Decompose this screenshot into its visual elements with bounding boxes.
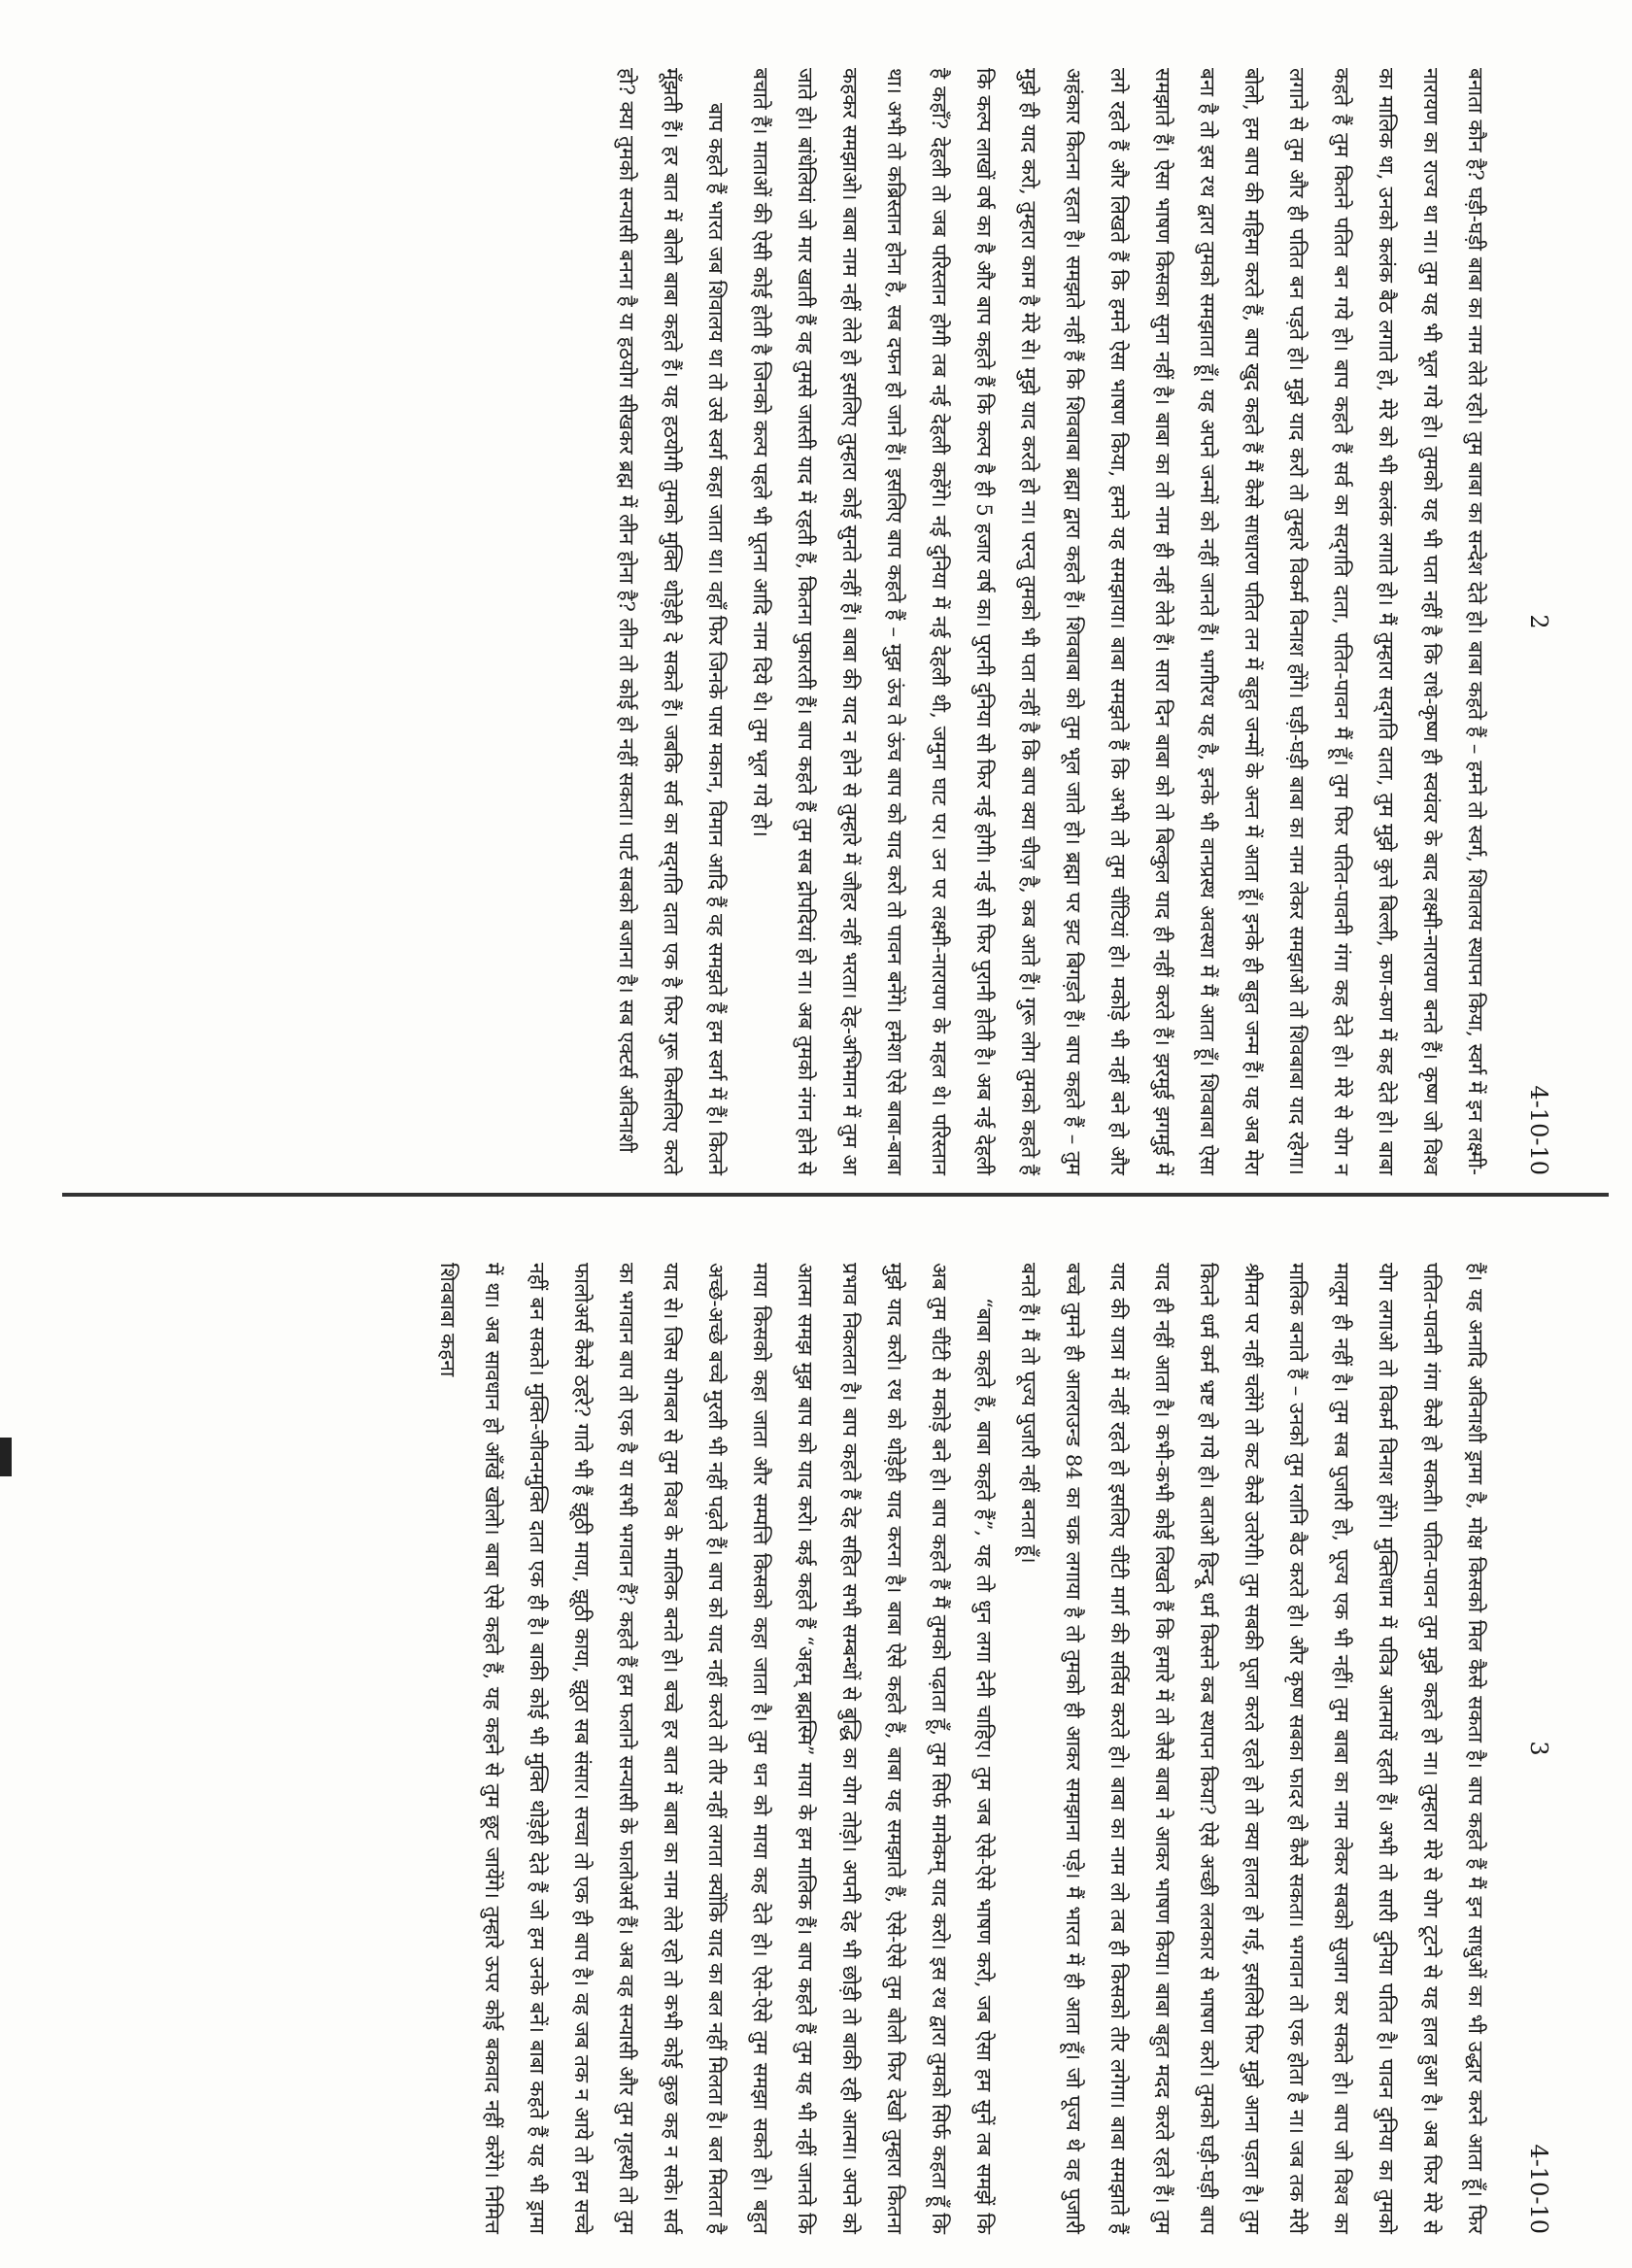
page-date: 4-10-10: [1525, 2144, 1552, 2234]
page-body: [604, 68, 1498, 1175]
page-header: [1512, 1263, 1554, 2234]
paragraph: “बाबा कहते हैं, बाबा कहते हैं”, यह तो धुन लगा देनी चाहिए। तुम जब ऐसे-ऐसे भाषण करो, जब ऐसा हम सुनें तब समझें कि अब तुम चींटी से मकोड़े बने हो। बाप कहते हैं मैं तुमको पढ़ाता हूँ, तुम सिर्फ मामेकम् याद करो। इस रथ द्वारा तुमको सिर्फ कहता हूँ कि मुझे याद करो। रथ को थोड़ेही याद करना है। बाबा ऐसे कहते हैं, बाबा यह समझाते हैं, ऐसे-ऐसे तुम बोलो फिर देखो तुम्हारा कितना प्रभाव निकलता है। बाप कहते हैं देह सहित सभी सम्बन्धों से बुद्धि का योग तोड़ो। अपनी देह भी छोड़ी तो बाकी रही आत्मा। अपने को आत्मा समझ मुझ बाप को याद करो। कई कहते हैं “अहम् ब्रह्मस्मि” माया के हम मालिक हैं। बाप कहते हैं तुम यह भी नहीं जानते कि माया किसको कहा जाता और सम्पत्ति किसको कहा जाता है। तुम धन को माया कह देते हो। ऐसे-ऐसे तुम समझा सकते हो। बहुत अच्छे-अच्छे बच्चे मुरली भी नहीं पढ़ते हैं। बाप को याद नहीं करते तो तीर नहीं लगता क्योंकि याद का बल नहीं मिलता है। बल मिलता है याद से। जिस योगबल से तुम विश्व के मालिक बनते हो। बच्चे हर बात में बाबा का नाम लेते रहो तो कभी कोई कुछ कह न सके। सर्व का भगवान बाप तो एक है या सभी भगवान हैं? कहते हैं हम फलाने सन्यासी के फालोअर्स हैं। अब वह सन्यासी और तुम गृहस्थी तो तुम फालोअर्स कैसे ठहरे? गाते भी हैं झूठी माया, झूठी काया, झूठा सब संसार। सच्चा तो एक ही बाप है। वह जब तक न आये तो हम सच्चे नहीं बन सकते। मुक्ति-जीवनमुक्ति दाता एक ही है। बाकी कोई भी मुक्ति थोड़ेही देते हैं जो हम उनके बनें। बाबा कहते हैं यह भी ड्रामा में था। अब सावधान हो आँखें खोलो। बाबा ऐसे कहते हैं, यह कहने से तुम छूट जायेंगे। तुम्हारे ऊपर कोई बकवाद नहीं करेंगे। निमित्त शिवबाबा कहना: [436, 1263, 996, 2234]
paragraph: बनाता कौन है? घड़ी-घड़ी बाबा का नाम लेते रहो। तुम बाबा का सन्देश देते हो। बाबा कहते हैं – हमने तो स्वर्ग, शिवालय स्थापन किया, स्वर्ग में इन लक्ष्मी-नारायण का राज्य था ना। तुम यह भी भूल गये हो। तुमको यह भी पता नहीं है कि राधे-कृष्ण ही स्वयंवर के बाद लक्ष्मी-नारायण बनते हैं। कृष्ण जो विश्व का मालिक था, उनको कलंक बैठ लगाते हो, मेरे को भी कलंक लगाते हो। मैं तुम्हारा सद्‌गति दाता, तुम मुझे कुत्ते बिल्ली, कण-कण में कह देते हो। बाबा कहते हैं तुम कितने पतित बन गये हो। बाप कहते हैं सर्व का सद्‌गति दाता, पतित-पावन मैं हूँ। तुम फिर पतित-पावनी गंगा कह देते हो। मेरे से योग न लगाने से तुम और ही पतित बन पड़ते हो। मुझे याद करो तो तुम्हारे विकर्म विनाश होंगे। घड़ी-घड़ी बाबा का नाम लेकर समझाओ तो शिवबाबा याद रहेगा। बोलो, हम बाप की महिमा करते हैं, बाप खुद कहते हैं मैं कैसे साधारण पतित तन में बहुत जन्मों के अन्त में आता हूँ। इनके ही बहुत जन्म हैं। यह अब मेरा बना है तो इस रथ द्वारा तुमको समझाता हूँ। यह अपने जन्मों को नहीं जानते हैं। भागीरथ यह है, इनके भी वानप्रस्थ अवस्था में मैं आता हूँ। शिवबाबा ऐसा समझाते हैं। ऐसा भाषण किसका सुना नहीं है। बाबा का तो नाम ही नहीं लेते हैं। सारा दिन बाबा को तो बिल्कुल याद ही नहीं करते हैं। झरमुई झगमुई में लगे रहते हैं और लिखते हैं कि हमने ऐसा भाषण किया, हमने यह समझाया। बाबा समझते हैं कि अभी तो तुम चींटियां हो। मकोड़े भी नहीं बने हो और अहंकार कितना रहता है। समझते नहीं हैं कि शिवबाबा ब्रह्मा द्वारा कहते हैं। शिवबाबा को तुम भूल जाते हो। ब्रह्मा पर झट बिगड़ते हैं। बाप कहते हैं – तुम मुझे ही याद करो, तुम्हारा काम है मेरे से। मुझे याद करते हो ना। परन्तु तुमको भी पता नहीं है कि बाप क्या चीज़ है, कब आते हैं। गुरू लोग तुमको कहते हैं कि कल्प लाखों वर्ष का है और बाप कहते हैं कि कल्प है ही 5 हजार वर्ष का। पुरानी दुनिया सो फिर नई होगी। नई सो फिर पुरानी होती है। अब नई देहली है कहाँ? देहली तो जब परिस्तान होगी तब नई देहली कहेंगे। नई दुनिया में नई देहली थी, जमुना घाट पर। उन पर लक्ष्मी-नारायण के महल थे। परिस्तान था। अभी तो कब्रिस्तान होना है, सब दफन हो जाने हैं। इसलिए बाप कहते हैं – मुझ ऊंच ते ऊंच बाप को याद करो तो पावन बनेंगे। हमेशा ऐसे बाबा-बाबा कहकर समझाओ। बाबा नाम नहीं लेते हो इसलिए तुम्हारा कोई सुनते नहीं हैं। बाबा की याद न होने से तुम्हारे में जौहर नहीं भरता। देह-अभिमान में तुम आ जाते हो। बांधेलियां जो मार खाती हैं वह तुमसे जास्ती याद में रहती हैं, कितना पुकारती हैं। बाप कहते हैं तुम सब द्रोपदियां हो ना। अब तुमको नंगन होने से बचाते हैं। माताओं की ऐसी कोई होती है जिनको कल्प पहले भी पूतना आदि नाम दिये थे। तुम भूल गये हो।: [749, 68, 1487, 1176]
page-2: [136, 68, 1554, 1175]
paragraph: बाप कहते हैं भारत जब शिवालय था तो उसे स्वर्ग कहा जाता था। वहाँ फिर जिनके पास मकान, विमान आदि हैं वह समझते हैं हम स्वर्ग में हैं। कितने मूँझती हैं। हर बात में बोलो बाबा कहते हैं। यह हठयोगी तुमको मुक्ति थोड़ेही दे सकते हैं। जबकि सर्व का सद्‌गति दाता एक है फिर गुरू किसलिए करते हो? क्या तुमको सन्यासी बनना है या हठयोग सीखकर ब्रह्म में लीन होना है? लीन तो कोई हो नहीं सकता। पार्ट सबको बजाना है। सब एक्टर्स अविनाशी: [615, 68, 728, 1175]
page-3: [136, 1263, 1554, 2234]
page-body: [425, 1263, 1498, 2234]
paragraph: हैं। यह अनादि अविनाशी ड्रामा है, मोक्ष किसको मिल कैसे सकता है। बाप कहते हैं मैं इन साधुओं का भी उद्धार करने आता हूँ। फिर पतित-पावनी गंगा कैसे हो सकती। पतित-पावन तुम मुझे कहते हो ना। तुम्हारा मेरे से योग टूटने से यह हाल हुआ है। अब फिर मेरे से योग लगाओ तो विकर्म विनाश होंगे। मुक्तिधाम में पवित्र आत्मायें रहती हैं। अभी तो सारी दुनिया पतित है। पावन दुनिया का तुमको मालूम ही नहीं है। तुम सब पुजारी हो, पूज्य एक भी नहीं। तुम बाबा का नाम लेकर सबको सुजाग कर सकते हो। बाप जो विश्व का मालिक बनाते हैं – उनको तुम ग्लानि बैठ करते हो। और कृष्ण सबका फादर हो कैसे सकता। भगवान तो एक होता है ना। जब तक मेरी श्रीमत पर नहीं चलेंगे तो कट कैसे उतरेगी। तुम सबकी पूजा करते रहते हो तो क्या हालत हो गई, इसलिये फिर मुझे आना पड़ता है। तुम कितने धर्म कर्म भ्रष्ट हो गये हो। बताओ हिन्दू धर्म किसने कब स्थापन किया? ऐसे अच्छी ललकार से भाषण करो। तुमको घड़ी-घड़ी बाप याद ही नहीं आता है। कभी-कभी कोई लिखते हैं कि हमारे में तो जैसे बाबा ने आकर भाषण किया। बाबा बहुत मदद करते रहते हैं। तुम याद की यात्रा में नहीं रहते हो इसलिए चींटी मार्ग की सर्विस करते हो। बाबा का नाम लो तब ही किसको तीर लगेगा। बाबा समझाते हैं बच्चे तुमने ही आलराउन्ड 84 का चक्र लगाया है तो तुमको ही आकर समझाना पड़े। मैं भारत में ही आता हूँ। जो पूज्य थे वह पुजारी बनते हैं। मैं तो पूज्य पुजारी नहीं बनता हूँ।: [1017, 1263, 1487, 2234]
scan-edge-mark: [0, 1438, 12, 1476]
page-number: 2: [1525, 614, 1552, 629]
page-date: 4-10-10: [1525, 1085, 1552, 1175]
page-header: [1512, 68, 1554, 1175]
page-number: 3: [1525, 1741, 1552, 1756]
page-fold-divider: [62, 1193, 1609, 1197]
